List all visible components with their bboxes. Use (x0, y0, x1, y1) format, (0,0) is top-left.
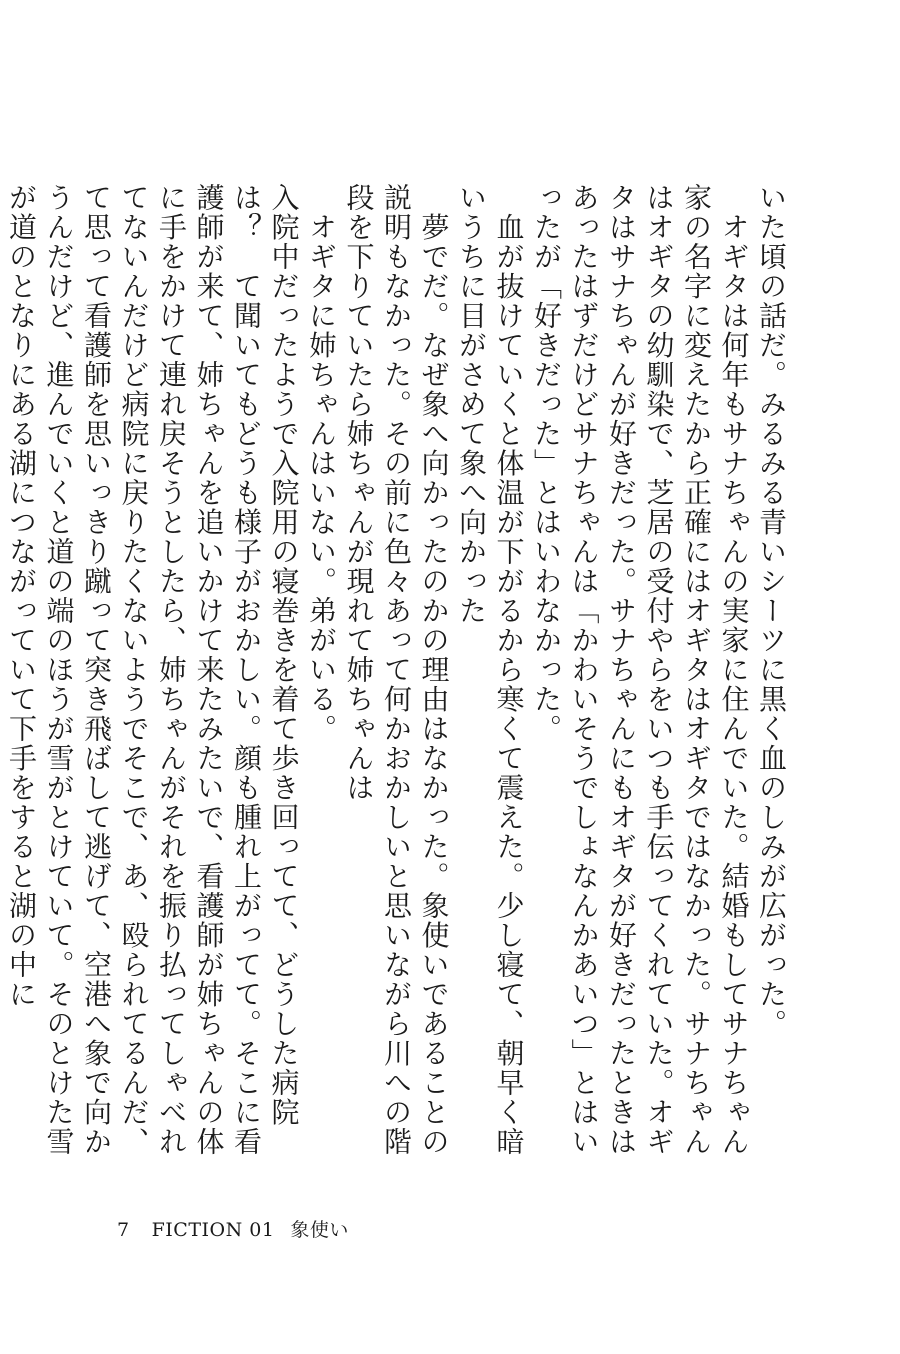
paragraph: 入院中だったようで入院用の寝巻きを着て歩き回ってて、どうした病院は？ て聞いてもどうも様子がおかしい。顔も腫れ上がってて。そこに看護師が来て、姉ちゃんを追いかけて来たみたいで、看護師が姉ちゃんの体に手をかけて連れ戻そうとしたら、姉ちゃんがそれを振り払ってしゃべれてないんだけど病院に戻りたくないようでそこで、あ、殴られてるんだ、て思って看護師を思いっきり蹴って突き飛ばして逃げて、空港へ象で向かうんだけど、進んでいくと道の端のほうが雪がとけていて。そのとけた雪が道のとなりにある湖につながっていて下手をすると湖の中に (5, 183, 301, 1157)
body-text (5, 183, 790, 1183)
paragraph: 血が抜けていくと体温が下がるから寒くて震えた。少し寝て、朝早く暗いうちに目がさめて象へ向かった (455, 183, 526, 1157)
series-label: FICTION 01 (151, 1219, 275, 1241)
paragraph: オギタに姉ちゃんはいない。弟がいる。 (305, 183, 338, 744)
paragraph: 夢でだ。なぜ象へ向かったのかの理由はなかった。象使いであることの説明もなかった。その前に色々あって何かおかしいと思いながら川への階段を下りていたら姉ちゃんが現れて姉ちゃんは (342, 183, 451, 1157)
story-title: 象使い (290, 1219, 349, 1241)
paragraph: いた頃の話だ。みるみる青いシーツに黒く血のしみが広がった。 (755, 183, 788, 1039)
page-footer (117, 1215, 349, 1245)
page-number: 7 (117, 1219, 130, 1241)
paragraph: オギタは何年もサナちゃんの実家に住んでいた。結婚もしてサナちゃん家の名字に変えたから正確にはオギタはオギタではなかった。サナちゃんはオギタの幼馴染で、芝居の受付やらをいつも手伝ってくれていた。オギタはサナちゃんが好きだった。サナちゃんにもオギタが好きだったときはあったはずだけどサナちゃんは「かわいそうでしょなんかあいつ」とはいったが「好きだった」とはいわなかった。 (530, 183, 751, 1157)
